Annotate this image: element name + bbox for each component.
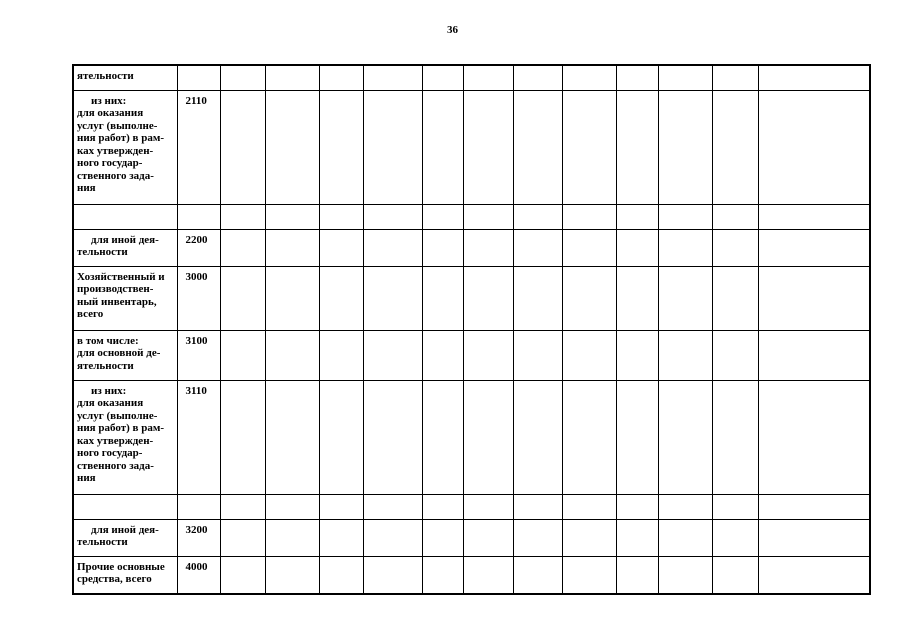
value-cell bbox=[513, 65, 562, 90]
value-cell bbox=[658, 556, 712, 594]
value-cell bbox=[712, 556, 758, 594]
row-name-line: для оказания bbox=[77, 397, 144, 409]
value-cell bbox=[265, 229, 319, 266]
value-cell bbox=[513, 330, 562, 380]
row-code-cell: 3110 bbox=[177, 380, 220, 494]
row-name-line: ятельности bbox=[77, 70, 134, 82]
row-code-cell bbox=[177, 204, 220, 229]
row-name-line: ния работ) в рам- bbox=[77, 132, 164, 144]
value-cell bbox=[616, 556, 658, 594]
table-row bbox=[73, 90, 870, 204]
value-cell bbox=[658, 380, 712, 494]
row-name-line: ния работ) в рам- bbox=[77, 422, 164, 434]
row-code-cell bbox=[177, 494, 220, 519]
row-name-line: услуг (выполне- bbox=[77, 409, 158, 422]
value-cell bbox=[658, 330, 712, 380]
row-name-line: всего bbox=[77, 308, 104, 320]
value-cell bbox=[758, 330, 870, 380]
value-cell bbox=[319, 380, 363, 494]
value-cell bbox=[463, 90, 513, 204]
row-name-cell bbox=[73, 330, 177, 380]
value-cell bbox=[562, 494, 616, 519]
table-row bbox=[73, 204, 870, 229]
row-name-line: ный инвентарь, bbox=[77, 295, 157, 308]
value-cell bbox=[513, 519, 562, 556]
row-name-cell bbox=[73, 556, 177, 594]
value-cell bbox=[513, 380, 562, 494]
value-cell bbox=[562, 65, 616, 90]
row-name-cell bbox=[73, 519, 177, 556]
value-cell bbox=[319, 519, 363, 556]
financial-table bbox=[72, 64, 871, 595]
row-code-cell: 3100 bbox=[177, 330, 220, 380]
value-cell bbox=[463, 380, 513, 494]
value-cell bbox=[319, 204, 363, 229]
value-cell bbox=[265, 65, 319, 90]
row-name-cell bbox=[73, 204, 177, 229]
value-cell bbox=[562, 90, 616, 204]
value-cell bbox=[658, 90, 712, 204]
value-cell bbox=[363, 494, 422, 519]
value-cell bbox=[513, 204, 562, 229]
value-cell bbox=[265, 204, 319, 229]
value-cell bbox=[712, 229, 758, 266]
row-name-cell bbox=[73, 380, 177, 494]
row-code-cell: 2200 bbox=[177, 229, 220, 266]
row-name-cell bbox=[73, 90, 177, 204]
table-row bbox=[73, 380, 870, 494]
value-cell bbox=[463, 494, 513, 519]
value-cell bbox=[363, 229, 422, 266]
row-name-line: для основной де- bbox=[77, 347, 161, 359]
value-cell bbox=[363, 65, 422, 90]
value-cell bbox=[758, 65, 870, 90]
value-cell bbox=[616, 65, 658, 90]
row-name-line: из них: bbox=[91, 94, 127, 107]
value-cell bbox=[422, 519, 463, 556]
row-name-line: для иной дея- bbox=[91, 523, 159, 536]
row-name-line: ного государ- bbox=[77, 447, 143, 459]
value-cell bbox=[562, 380, 616, 494]
value-cell bbox=[220, 380, 265, 494]
row-name-line: ния bbox=[77, 472, 96, 484]
row-name-line: из них: bbox=[91, 384, 127, 397]
value-cell bbox=[319, 556, 363, 594]
value-cell bbox=[758, 380, 870, 494]
value-cell bbox=[616, 519, 658, 556]
value-cell bbox=[616, 494, 658, 519]
value-cell bbox=[712, 330, 758, 380]
value-cell bbox=[422, 229, 463, 266]
value-cell bbox=[513, 90, 562, 204]
table-row bbox=[73, 519, 870, 556]
value-cell bbox=[562, 229, 616, 266]
table-row bbox=[73, 229, 870, 266]
value-cell bbox=[265, 380, 319, 494]
value-cell bbox=[712, 380, 758, 494]
value-cell bbox=[758, 519, 870, 556]
row-code-cell: 2110 bbox=[177, 90, 220, 204]
value-cell bbox=[616, 380, 658, 494]
value-cell bbox=[220, 494, 265, 519]
value-cell bbox=[658, 65, 712, 90]
value-cell bbox=[712, 266, 758, 330]
row-code-cell bbox=[177, 65, 220, 90]
value-cell bbox=[363, 380, 422, 494]
table-row bbox=[73, 556, 870, 594]
value-cell bbox=[363, 519, 422, 556]
value-cell bbox=[422, 380, 463, 494]
row-name-cell bbox=[73, 266, 177, 330]
value-cell bbox=[758, 266, 870, 330]
row-code-cell: 3200 bbox=[177, 519, 220, 556]
value-cell bbox=[513, 556, 562, 594]
value-cell bbox=[220, 65, 265, 90]
value-cell bbox=[319, 266, 363, 330]
value-cell bbox=[758, 556, 870, 594]
value-cell bbox=[319, 90, 363, 204]
value-cell bbox=[463, 204, 513, 229]
value-cell bbox=[363, 204, 422, 229]
value-cell bbox=[658, 229, 712, 266]
value-cell bbox=[319, 65, 363, 90]
table-row bbox=[73, 266, 870, 330]
value-cell bbox=[363, 90, 422, 204]
value-cell bbox=[319, 229, 363, 266]
table-row bbox=[73, 65, 870, 90]
value-cell bbox=[265, 90, 319, 204]
value-cell bbox=[422, 330, 463, 380]
value-cell bbox=[220, 229, 265, 266]
row-name-line: услуг (выполне- bbox=[77, 119, 158, 132]
value-cell bbox=[319, 330, 363, 380]
row-name-line: средства, всего bbox=[77, 573, 152, 585]
value-cell bbox=[220, 204, 265, 229]
value-cell bbox=[758, 204, 870, 229]
value-cell bbox=[616, 90, 658, 204]
value-cell bbox=[422, 65, 463, 90]
value-cell bbox=[265, 494, 319, 519]
value-cell bbox=[463, 65, 513, 90]
value-cell bbox=[562, 556, 616, 594]
row-name-line: Хозяйственный и bbox=[77, 270, 165, 283]
value-cell bbox=[363, 556, 422, 594]
row-name-line: тельности bbox=[77, 536, 128, 548]
value-cell bbox=[616, 229, 658, 266]
value-cell bbox=[712, 204, 758, 229]
page-number: 36 bbox=[447, 24, 458, 36]
table-body bbox=[73, 65, 870, 594]
row-name-line: ках утвержден- bbox=[77, 144, 154, 157]
value-cell bbox=[265, 330, 319, 380]
value-cell bbox=[422, 204, 463, 229]
value-cell bbox=[363, 330, 422, 380]
value-cell bbox=[463, 266, 513, 330]
row-name-line: тельности bbox=[77, 246, 128, 258]
value-cell bbox=[758, 229, 870, 266]
value-cell bbox=[712, 90, 758, 204]
value-cell bbox=[422, 556, 463, 594]
value-cell bbox=[463, 229, 513, 266]
row-name-line: ственного зада- bbox=[77, 169, 154, 182]
row-name-line: Прочие основные bbox=[77, 560, 165, 573]
value-cell bbox=[363, 266, 422, 330]
row-name-line: ках утвержден- bbox=[77, 434, 154, 447]
value-cell bbox=[658, 519, 712, 556]
value-cell bbox=[658, 494, 712, 519]
value-cell bbox=[513, 266, 562, 330]
value-cell bbox=[220, 330, 265, 380]
table-row bbox=[73, 494, 870, 519]
row-name-line: ственного зада- bbox=[77, 459, 154, 472]
value-cell bbox=[220, 519, 265, 556]
value-cell bbox=[463, 556, 513, 594]
value-cell bbox=[265, 519, 319, 556]
value-cell bbox=[616, 266, 658, 330]
value-cell bbox=[220, 556, 265, 594]
row-name-line: для оказания bbox=[77, 107, 144, 119]
row-name-line: ния bbox=[77, 182, 96, 194]
row-name-line: в том числе: bbox=[77, 334, 139, 347]
value-cell bbox=[562, 204, 616, 229]
value-cell bbox=[712, 519, 758, 556]
value-cell bbox=[562, 266, 616, 330]
value-cell bbox=[422, 266, 463, 330]
value-cell bbox=[562, 330, 616, 380]
row-name-line: для иной дея- bbox=[91, 233, 159, 246]
value-cell bbox=[463, 330, 513, 380]
value-cell bbox=[616, 330, 658, 380]
value-cell bbox=[265, 556, 319, 594]
value-cell bbox=[616, 204, 658, 229]
value-cell bbox=[758, 90, 870, 204]
value-cell bbox=[422, 90, 463, 204]
row-name-line: производствен- bbox=[77, 283, 154, 295]
row-code-cell: 3000 bbox=[177, 266, 220, 330]
value-cell bbox=[265, 266, 319, 330]
value-cell bbox=[562, 519, 616, 556]
value-cell bbox=[220, 266, 265, 330]
value-cell bbox=[712, 65, 758, 90]
row-name-line: ятельности bbox=[77, 359, 134, 372]
table-row bbox=[73, 330, 870, 380]
value-cell bbox=[758, 494, 870, 519]
value-cell bbox=[658, 266, 712, 330]
row-name-cell bbox=[73, 65, 177, 90]
value-cell bbox=[712, 494, 758, 519]
value-cell bbox=[422, 494, 463, 519]
value-cell bbox=[463, 519, 513, 556]
value-cell bbox=[319, 494, 363, 519]
row-name-line: ного государ- bbox=[77, 157, 143, 169]
value-cell bbox=[220, 90, 265, 204]
row-name-cell bbox=[73, 229, 177, 266]
row-name-cell bbox=[73, 494, 177, 519]
row-code-cell: 4000 bbox=[177, 556, 220, 594]
value-cell bbox=[658, 204, 712, 229]
value-cell bbox=[513, 494, 562, 519]
value-cell bbox=[513, 229, 562, 266]
